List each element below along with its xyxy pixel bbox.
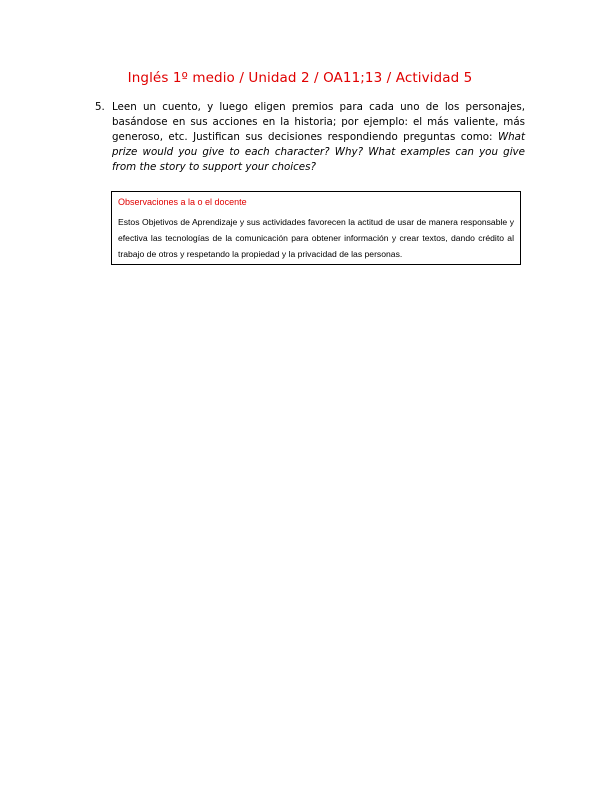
teacher-notes-body: Estos Objetivos de Aprendizaje y sus actividades favorecen la actitud de usar de manera responsable y efectiva las tecnologías de la comunicación para obtener información y crear textos, dando crédito al trabajo de otros y respetando la propiedad y la privacidad de las personas. (118, 217, 514, 259)
activity-number: 5. (95, 101, 105, 113)
activity-item (95, 100, 525, 175)
activity-description (112, 100, 525, 175)
teacher-notes-box (111, 191, 521, 265)
activity-text: Leen un cuento, y luego eligen premios para cada uno de los personajes, basándose en sus acciones en la historia; por ejemplo: el más valiente, más generoso, etc. Justifican sus decisiones respondiendo preguntas como: (112, 101, 525, 143)
page-title: Inglés 1º medio / Unidad 2 / OA11;13 / Actividad 5 (127, 70, 473, 86)
activity-questions: What prize would you give to each character? Why? What examples can you give from the story to support your choices? (112, 131, 525, 173)
teacher-notes-heading: Observaciones a la o el docente (118, 197, 247, 207)
